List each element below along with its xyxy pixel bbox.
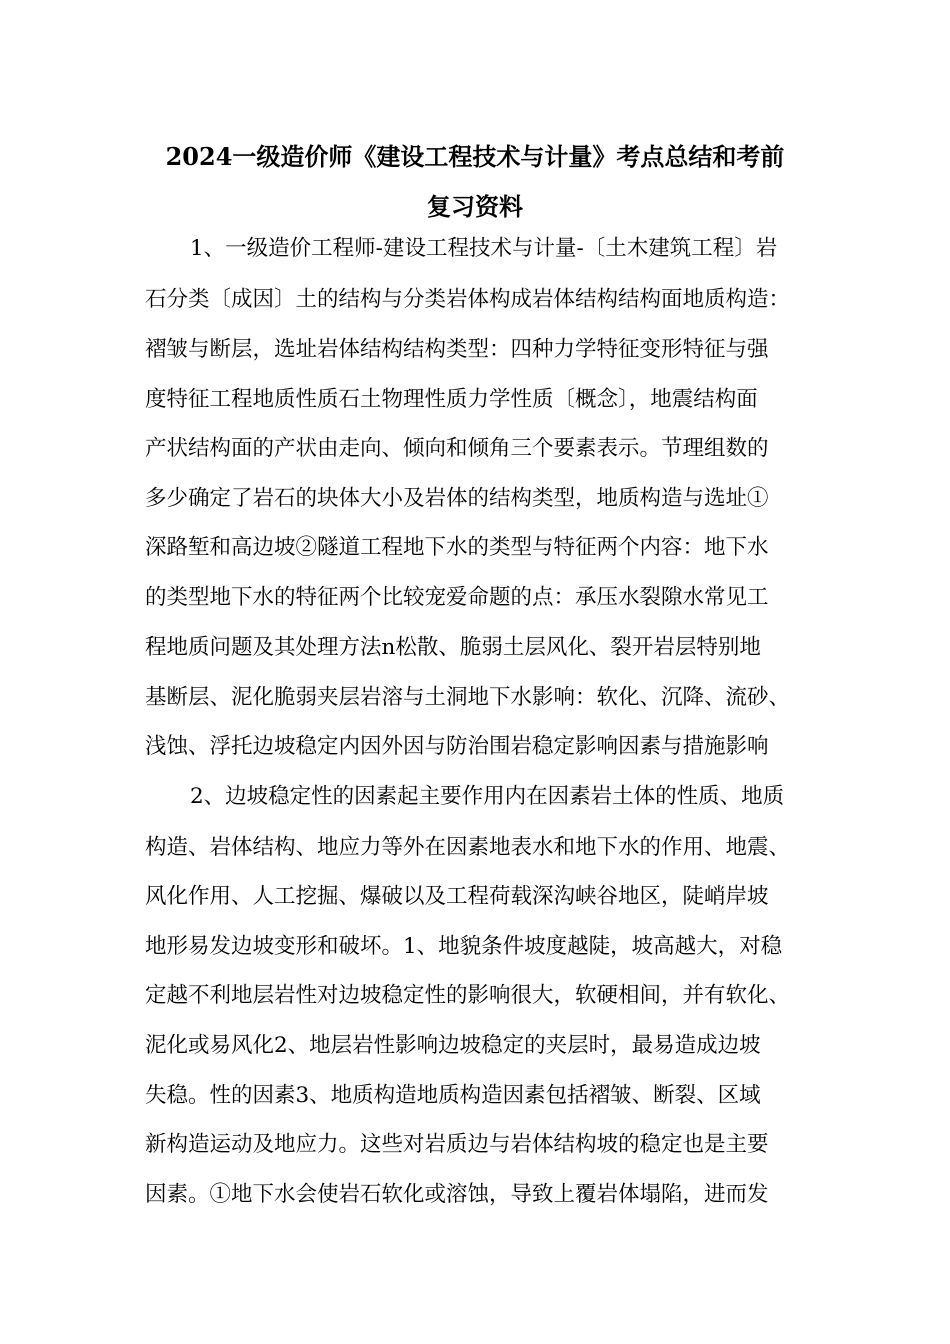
paragraph-1-line-6: 多少确定了岩石的块体大小及岩体的结构类型，地质构造与选址① [145,486,769,511]
paragraph-1-line-9: 程地质问题及其处理方法n松散、脆弱土层风化、裂开岩层特别地 [145,635,761,660]
paragraph-2-line-4: 地形易发边坡变形和破坏。1、地貌条件坡度越陡，坡高越大，对稳 [145,934,783,959]
paragraph-2-line-9: 因素。①地下水会使岩石软化或溶蚀，导致上覆岩体塌陷，进而发 [145,1182,769,1207]
document-title-line-2: 复习资料 [427,192,523,221]
paragraph-1-line-3: 褶皱与断层，选址岩体结构结构类型：四种力学特征变形特征与强 [145,337,769,362]
document-title-line-1: 2024一级造价师《建设工程技术与计量》考点总结和考前 [165,142,785,171]
paragraph-2-line-8: 新构造运动及地应力。这些对岩质边与岩体结构坡的稳定也是主要 [145,1132,769,1157]
paragraph-2-line-6: 泥化或易风化2、地层岩性影响边坡稳定的夹层时，最易造成边坡 [145,1033,761,1058]
paragraph-1-line-4: 度特征工程地质性质石土物理性质力学性质〔概念〕，地震结构面 [145,387,758,412]
paragraph-2-line-1: 2、边坡稳定性的因素起主要作用内在因素岩土体的性质、地质 [190,784,785,809]
paragraph-2-line-2: 构造、岩体结构、地应力等外在因素地表水和地下水的作用、地震、 [145,835,791,860]
paragraph-1-line-11: 浅蚀、浮托边坡稳定内因外因与防治围岩稳定影响因素与措施影响 [145,734,769,759]
paragraph-1-line-8: 的类型地下水的特征两个比较宠爱命题的点：承压水裂隙水常见工 [145,585,769,610]
paragraph-1-line-7: 深路堑和高边坡②隧道工程地下水的类型与特征两个内容：地下水 [145,535,769,560]
paragraph-1-line-1: 1、一级造价工程师-建设工程技术与计量-〔土木建筑工程〕岩 [190,236,778,261]
paragraph-1-line-5: 产状结构面的产状由走向、倾向和倾角三个要素表示。节理组数的 [145,436,769,461]
paragraph-2-line-3: 风化作用、人工挖掘、爆破以及工程荷载深沟峡谷地区，陡峭岸坡 [145,884,769,909]
paragraph-1-line-10: 基断层、泥化脆弱夹层岩溶与土洞地下水影响：软化、沉降、流砂、 [145,685,791,710]
paragraph-2-line-7: 失稳。性的因素3、地质构造地质构造因素包括褶皱、断裂、区域 [145,1083,761,1108]
paragraph-2-line-5: 定越不利地层岩性对边坡稳定性的影响很大，软硬相间，并有软化、 [145,983,791,1008]
paragraph-1-line-2: 石分类〔成因〕土的结构与分类岩体构成岩体结构结构面地质构造： [145,287,791,312]
